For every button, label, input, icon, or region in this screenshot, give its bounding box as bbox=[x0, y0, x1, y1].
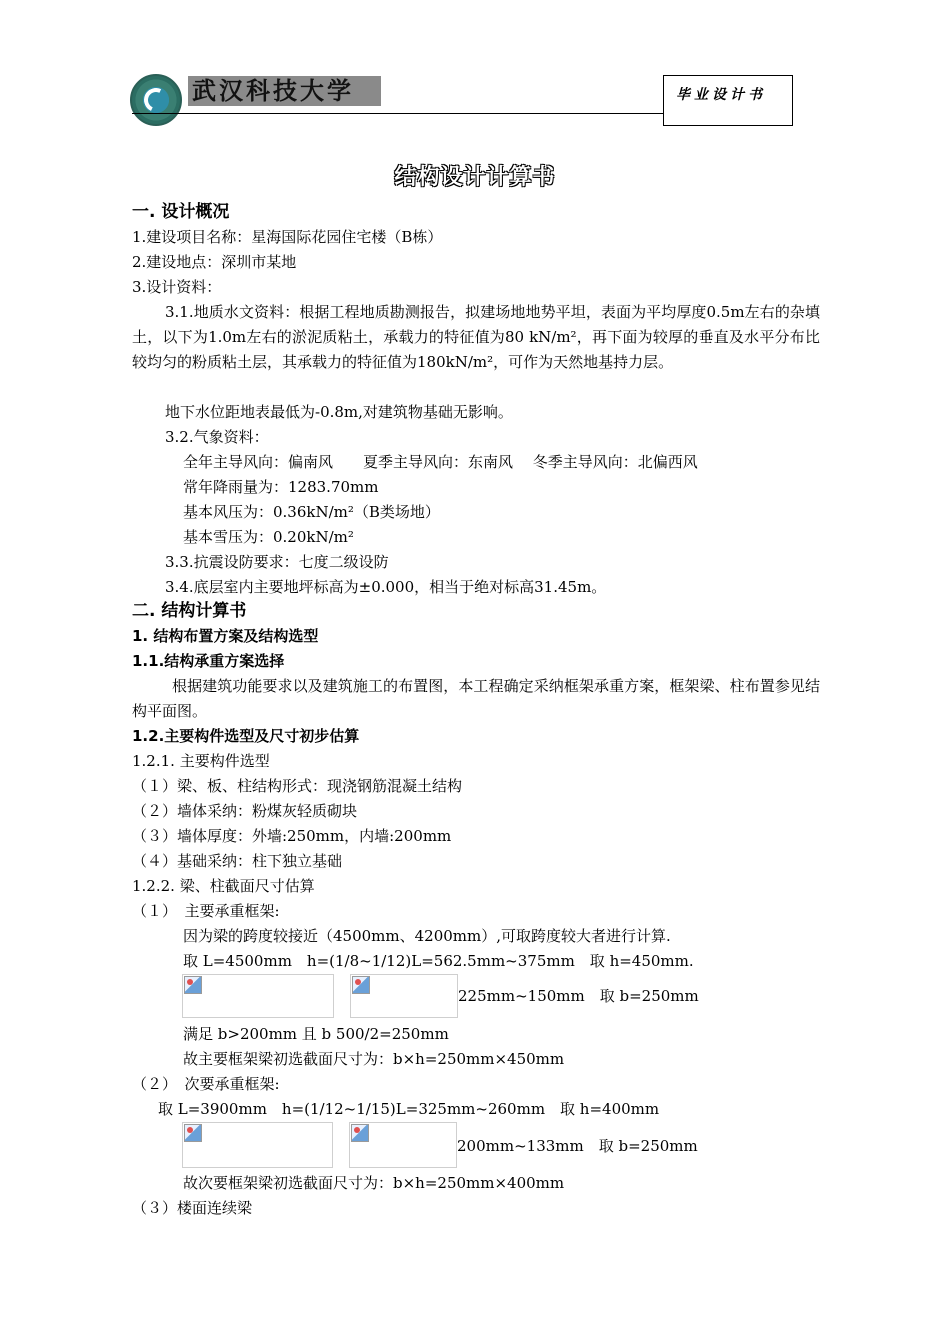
subsection-1-2-heading: 1.2.主要构件选型及尺寸初步估算 bbox=[132, 727, 360, 745]
secondary-frame-result-text: 故次要框架梁初选截面尺寸为：b×h=250mm×400mm bbox=[183, 1174, 565, 1192]
header-label: 毕业设计书 bbox=[676, 87, 766, 103]
main-frame-span-text: 因为梁的跨度较接近（4500mm、4200mm）,可取跨度较大者进行计算. bbox=[183, 927, 671, 945]
university-logo-icon bbox=[130, 74, 182, 126]
wind-direction-text: 全年主导风向：偏南风 夏季主导风向：东南风 冬季主导风向：北偏西风 bbox=[183, 453, 698, 471]
member-type-item-4: （４）基础采纳：柱下独立基础 bbox=[132, 852, 343, 870]
formula-image-placeholder bbox=[350, 974, 458, 1018]
university-name-banner: 武汉科技大学 bbox=[188, 76, 381, 106]
item-design-data: 3.设计资料： bbox=[132, 278, 222, 296]
elevation-text: 3.4.底层室内主要地坪标高为±0.000，相当于绝对标高31.45m。 bbox=[165, 578, 607, 596]
seismic-text: 3.3.抗震设防要求：七度二级设防 bbox=[165, 553, 389, 571]
formula-image-placeholder bbox=[349, 1122, 457, 1168]
member-type-item-3: （３）墙体厚度：外墙:250mm，内墙:200mm bbox=[132, 827, 452, 845]
subsection-1-2-1-heading: 1.2.1. 主要构件选型 bbox=[132, 752, 270, 770]
document-title: 结构设计计算书 bbox=[394, 165, 556, 190]
section1-heading: 一. 设计概况 bbox=[132, 202, 230, 222]
secondary-frame-height-text: 取 L=3900mm h=(1/12~1/15)L=325mm~260mm 取 h=400mm bbox=[158, 1100, 660, 1118]
broken-image-icon bbox=[184, 1124, 202, 1142]
secondary-frame-label: （２） 次要承重框架: bbox=[132, 1075, 280, 1093]
member-type-item-1: （１）梁、板、柱结构形式：现浇钢筋混凝土结构 bbox=[132, 777, 463, 795]
groundwater-text: 地下水位距地表最低为-0.8m,对建筑物基础无影响。 bbox=[165, 403, 513, 421]
subsection-1-2-2-heading: 1.2.2. 梁、柱截面尺寸估算 bbox=[132, 877, 315, 895]
broken-image-icon bbox=[184, 976, 202, 994]
header-label-box bbox=[663, 75, 793, 126]
wind-pressure-text: 基本风压为：0.36kN/m²（B类场地） bbox=[183, 503, 440, 521]
subsection-1-heading: 1. 结构布置方案及结构选型 bbox=[132, 627, 319, 645]
formula-image-placeholder bbox=[182, 1122, 333, 1168]
continuous-beam-label: （３）楼面连续梁 bbox=[132, 1199, 253, 1217]
main-frame-label: （１） 主要承重框架: bbox=[132, 902, 280, 920]
header-rule bbox=[132, 113, 664, 114]
secondary-frame-width-text: 200mm~133mm 取 b=250mm bbox=[457, 1137, 698, 1155]
geology-paragraph: 3.1.地质水文资料：根据工程地质勘测报告，拟建场地地势平坦，表面为平均厚度0.5m左右的杂填土，以下为1.0m左右的淤泥质粘土，承载力的特征值为80 kN/m²，再下面为较厚的垂直及水平分布比较均匀的粉质粘土层，其承载力的特征值为180kN/m²，可作为天然地基持力层。 bbox=[132, 303, 820, 371]
formula-image-placeholder bbox=[182, 974, 334, 1018]
weather-heading: 3.2.气象资料： bbox=[165, 428, 269, 446]
snow-pressure-text: 基本雪压为：0.20kN/m² bbox=[183, 528, 354, 546]
item-project-name: 1.建设项目名称：星海国际花园住宅楼（B栋） bbox=[132, 228, 443, 246]
main-frame-check-text: 满足 b>200mm 且 b 500/2=250mm bbox=[183, 1025, 449, 1043]
member-type-item-2: （２）墙体采纳：粉煤灰轻质砌块 bbox=[132, 802, 358, 820]
broken-image-icon bbox=[352, 976, 370, 994]
subsection-1-1-paragraph: 根据建筑功能要求以及建筑施工的布置图，本工程确定采纳框架承重方案，框架梁、柱布置参见结构平面图。 bbox=[132, 677, 820, 720]
subsection-1-1-heading: 1.1.结构承重方案选择 bbox=[132, 652, 285, 670]
main-frame-height-text: 取 L=4500mm h=(1/8~1/12)L=562.5mm~375mm 取 h=450mm. bbox=[183, 952, 694, 970]
broken-image-icon bbox=[351, 1124, 369, 1142]
section2-heading: 二. 结构计算书 bbox=[132, 601, 247, 621]
rainfall-text: 常年降雨量为：1283.70mm bbox=[183, 478, 379, 496]
main-frame-result-text: 故主要框架梁初选截面尺寸为：b×h=250mm×450mm bbox=[183, 1050, 565, 1068]
main-frame-width-text: 225mm~150mm 取 b=250mm bbox=[458, 987, 699, 1005]
item-location: 2.建设地点：深圳市某地 bbox=[132, 253, 297, 271]
